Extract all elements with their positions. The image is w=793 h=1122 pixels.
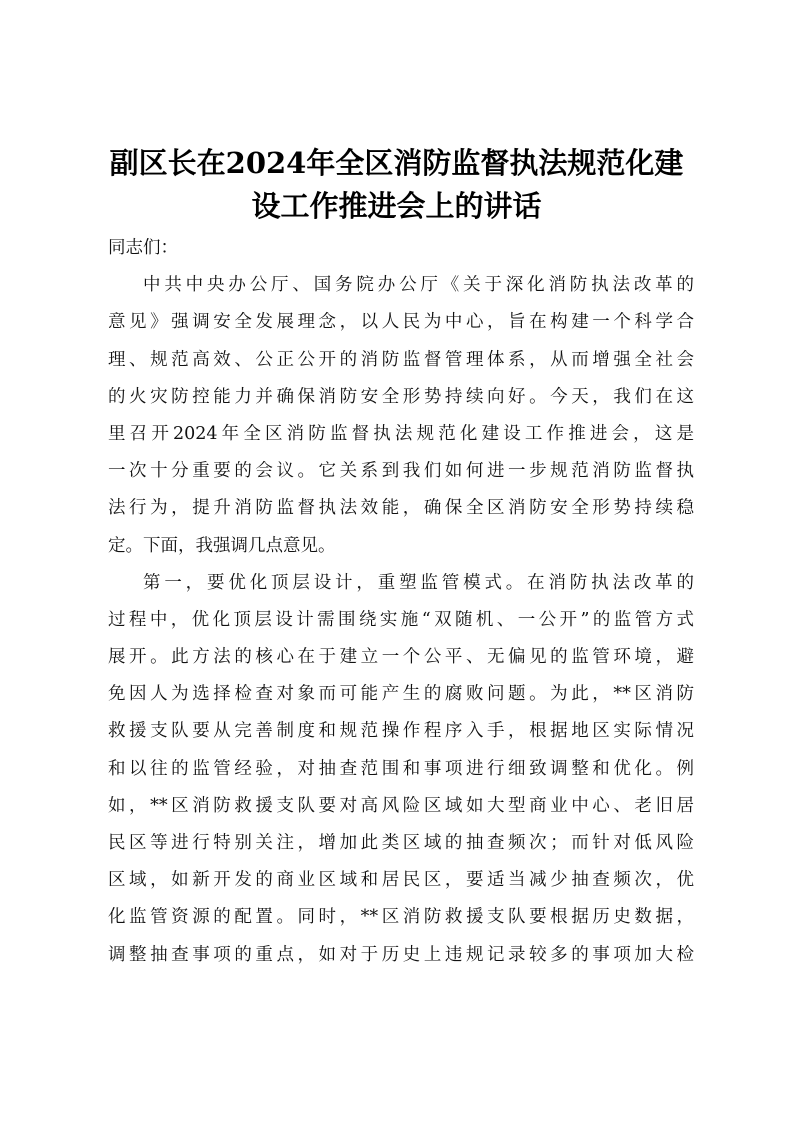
document-title bbox=[100, 142, 693, 228]
text-line: 意见》强调安全发展理念，以人民为中心，旨在构建一个科学合 bbox=[108, 312, 694, 333]
text-line: 一次十分重要的会议。它关系到我们如何进一步规范消防监督执 bbox=[108, 461, 694, 482]
title-line-2: 设工作推进会上的讲话 bbox=[251, 189, 542, 223]
text-line: 中共中央办公厅、国务院办公厅《关于深化消防执法改革的 bbox=[143, 275, 694, 296]
document-body bbox=[108, 230, 694, 974]
text-line: 化监管资源的配置。同时，**区消防救援支队要根据历史数据， bbox=[108, 907, 694, 928]
text-line: 的火灾防控能力并确保消防安全形势持续向好。今天，我们在这 bbox=[108, 386, 694, 407]
text-line: 理、规范高效、公正公开的消防监督管理体系，从而增强全社会 bbox=[108, 349, 694, 370]
text-line: 调整抽查事项的重点，如对于历史上违规记录较多的事项加大检 bbox=[108, 944, 694, 965]
text-line: 民区等进行特别关注，增加此类区域的抽查频次；而针对低风险 bbox=[108, 833, 694, 853]
text-line: 免因人为选择检查对象而可能产生的腐败问题。为此，**区消防 bbox=[108, 684, 694, 705]
salutation: 同志们： bbox=[108, 238, 178, 258]
text-line: 过程中，优化顶层设计需围绕实施“双随机、一公开”的监管方式 bbox=[108, 609, 694, 630]
text-line: 如，**区消防救援支队要对高风险区域如大型商业中心、老旧居 bbox=[108, 795, 694, 816]
paragraph-2 bbox=[108, 565, 694, 974]
text-line: 定。下面，我强调几点意见。 bbox=[108, 535, 336, 556]
text-line: 区域，如新开发的商业区域和居民区，要适当减少抽查频次，优 bbox=[108, 870, 694, 891]
text-line: 法行为，提升消防监督执法效能，确保全区消防安全形势持续稳 bbox=[108, 498, 694, 519]
text-line: 救援支队要从完善制度和规范操作程序入手，根据地区实际情况 bbox=[108, 721, 694, 742]
text-line: 展开。此方法的核心在于建立一个公平、无偏见的监管环境，避 bbox=[108, 647, 694, 668]
paragraph-1 bbox=[108, 267, 694, 565]
text-line: 和以往的监管经验，对抽查范围和事项进行细致调整和优化。例 bbox=[108, 758, 694, 779]
title-line-1: 副区长在2024年全区消防监督执法规范化建 bbox=[109, 146, 684, 180]
text-line: 第一，要优化顶层设计，重塑监管模式。在消防执法改革的 bbox=[143, 572, 694, 593]
text-line: 里召开2024年全区消防监督执法规范化建设工作推进会，这是 bbox=[108, 423, 694, 444]
